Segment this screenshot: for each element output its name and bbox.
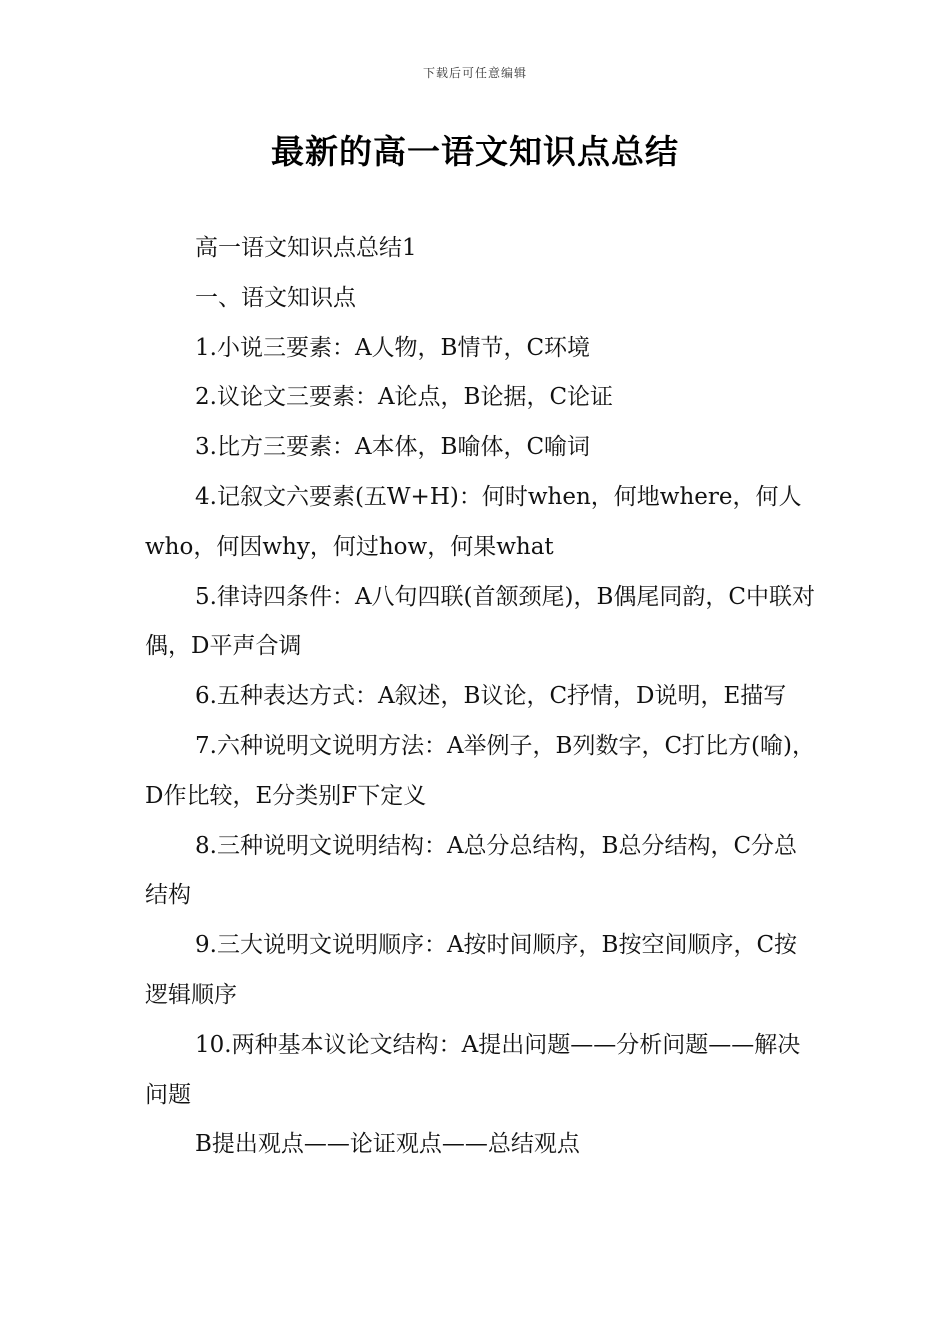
paragraph-item-6: 6.五种表达方式：A叙述，B议论，C抒情，D说明，E描写 xyxy=(195,683,787,710)
paragraph-item-3: 3.比方三要素：A本体，B喻体，C喻词 xyxy=(195,434,591,461)
paragraph-item-9: 9.三大说明文说明顺序：A按时间顺序，B按空间顺序，C按逻辑顺序 xyxy=(145,932,798,1008)
paragraph-item-7: 7.六种说明文说明方法：A举例子，B列数字，C打比方(喻)，D作比较，E分类别F下定义 xyxy=(145,732,816,809)
document-body xyxy=(145,224,815,1170)
paragraph-subheading: 一、语文知识点 xyxy=(195,284,356,311)
paragraph-item-1: 1.小说三要素：A人物，B情节，C环境 xyxy=(195,334,591,361)
header-note: 下载后可任意编辑 xyxy=(422,66,527,80)
paragraph-item-4: 4.记叙文六要素(五W+H)：何时when，何地where，何人who，何因why，何过how，何果what xyxy=(145,483,802,560)
document-title: 最新的高一语文知识点总结 xyxy=(271,132,679,171)
paragraph-section-heading: 高一语文知识点总结1 xyxy=(195,235,417,261)
paragraph-item-5: 5.律诗四条件：A八句四联(首颔颈尾)，B偶尾同韵，C中联对偶，D平声合调 xyxy=(145,583,816,660)
paragraph-item-8: 8.三种说明文说明结构：A总分总结构，B总分结构，C分总结构 xyxy=(145,832,798,909)
paragraph-item-10: 10.两种基本议论文结构：A提出问题——分析问题——解决问题 xyxy=(145,1031,801,1108)
paragraph-item-2: 2.议论文三要素：A论点，B论据，C论证 xyxy=(195,384,614,411)
paragraph-item-10-continued: B提出观点——论证观点——总结观点 xyxy=(195,1131,580,1158)
